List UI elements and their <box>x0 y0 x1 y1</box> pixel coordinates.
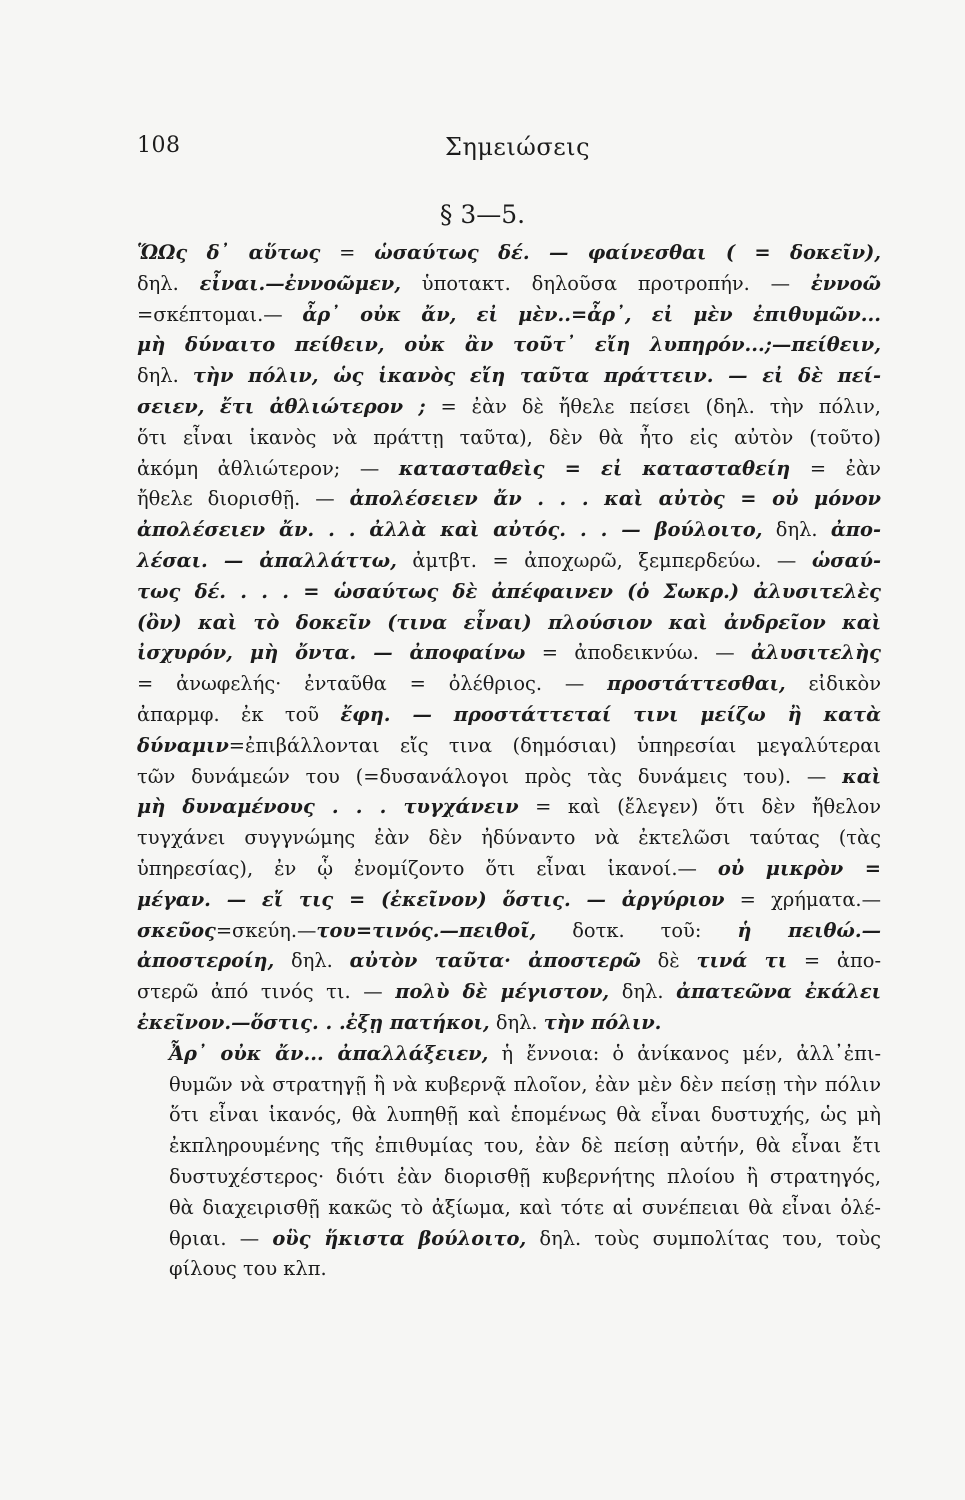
gloss-text: ἀμτβτ. = ἀποχωρῶ, ξεμπερδεύω. — <box>396 548 812 572</box>
gloss-text: ἀπαρμφ. ἐκ τοῦ <box>137 702 341 726</box>
paragraph <box>137 238 881 1039</box>
text-line <box>137 1254 881 1285</box>
gloss-text: ὅτι εἶναι ἱκανὸς νὰ πράττῃ ταῦτα), δὲν θὰ ἦτο εἰς αὐτὸν (τοῦτο) <box>137 425 881 449</box>
gloss-text: δηλ. <box>137 364 193 388</box>
gloss-text: ἤθελε διορισθῇ. — <box>137 487 350 511</box>
gloss-text: =σκέπτομαι.— <box>137 302 303 326</box>
text-line <box>137 392 881 423</box>
lemma-text: τινά τι <box>696 949 788 973</box>
lemma-text: ἐννοῶ <box>810 271 881 295</box>
lemma-text: ἆρ᾽ οὐκ ἄν, εἰ μὲν..=ἆρ᾽, εἰ μὲν ἐπιθυμῶν... <box>302 302 882 326</box>
gloss-text: δηλ. <box>762 518 831 542</box>
text-line <box>137 638 881 669</box>
text-line <box>137 1039 881 1070</box>
gloss-text: δηλ. <box>609 980 677 1004</box>
commentary-body <box>137 238 881 1285</box>
gloss-text: ἀκόμη ἀθλιώτερον; — <box>137 456 399 480</box>
gloss-text: = ἀνωφελής· ἐνταῦθα = ὀλέθριος. — <box>137 672 608 696</box>
lemma-text: Ἆρ᾽ οὐκ ἄν... ἀπαλλάξειεν, <box>169 1041 489 1065</box>
gloss-text: = ἀποδεικνύω. — <box>525 641 751 665</box>
lemma-text: μέγαν. — εἴ τις = (ἐκεῖνον) ὅστις. — ἀργύριον <box>137 887 725 911</box>
text-line <box>137 484 881 515</box>
text-line <box>137 885 881 916</box>
gloss-text: δοτκ. τοῦ: <box>536 918 738 942</box>
text-line <box>137 792 881 823</box>
gloss-text: = ἀπο- <box>787 949 881 973</box>
text-line <box>137 608 881 639</box>
gloss-text: = <box>320 241 375 264</box>
paragraph <box>137 1039 881 1285</box>
text-line <box>137 515 881 546</box>
text-line <box>137 977 881 1008</box>
lemma-text: μὴ δυναμένους . . . τυγχάνειν <box>137 795 519 819</box>
text-line <box>137 1162 881 1193</box>
lemma-text: ἰσχυρόν, μὴ ὄντα. — ἀποφαίνω <box>137 641 526 665</box>
lemma-text: σκεῦος <box>137 918 216 942</box>
gloss-text: = ἐὰν <box>790 456 881 480</box>
gloss-text: θριαι. — <box>169 1226 273 1250</box>
gloss-text: =ἐπιβάλλονται εἴς τινα (δημόσιαι) ὑπηρεσίαι μεγαλύτεραι <box>228 733 881 757</box>
lemma-text: οὓς ἥκιστα βούλοιτο, <box>272 1226 527 1250</box>
text-line <box>137 854 881 885</box>
gloss-text: φίλους του κλπ. <box>169 1257 327 1281</box>
lemma-text: ἡ πειθώ.— <box>737 918 881 942</box>
lemma-text: (ὂν) καὶ τὸ δοκεῖν (τινα εἶναι) πλούσιον καὶ ἀνδρεῖον καὶ <box>137 610 881 634</box>
text-line <box>137 238 881 269</box>
lemma-text: ἀπατεῶνα ἐκάλει <box>676 980 881 1004</box>
lemma-text: εἶναι.—ἐννοῶμεν, <box>199 271 401 295</box>
lemma-text: ἐκεῖνον.—ὅστις. . .ἐξῃ πατήκοι, <box>137 1010 490 1034</box>
lemma-text: ἀπο- <box>830 518 881 542</box>
lemma-text: τως δέ. . . . = ὡσαύτως δὲ ἀπέφαινεν (ὁ Σωκρ.) ἀλυσιτελὲς <box>137 579 881 603</box>
lemma-text: αὐτὸν ταῦτα· ἀποστερῶ <box>349 949 641 973</box>
lemma-text: λέσαι. — ἀπαλλάττω, <box>137 548 397 572</box>
lemma-text: ἀλυσιτελὴς <box>751 641 881 665</box>
lemma-text: προστάττεσθαι, <box>607 672 786 696</box>
text-line <box>137 1224 881 1255</box>
gloss-text: = ἐὰν δὲ ἤθελε πείσει (δηλ. τὴν πόλιν, <box>425 394 881 418</box>
page-number: 108 <box>137 133 181 158</box>
gloss-text: ὑπηρεσίας), ἐν ᾧ ἐνομίζοντο ὅτι εἶναι ἱκανοί.— <box>137 856 718 880</box>
gloss-text: ἐκπληρουμένης τῆς ἐπιθυμίας του, ἐὰν δὲ πείσῃ αὐτήν, θὰ εἶναι ἔτι <box>169 1134 881 1158</box>
gloss-text: εἰδικὸν <box>785 672 881 696</box>
lemma-text: τὴν πόλιν. <box>543 1010 662 1034</box>
lemma-text: οὐ μικρὸν = <box>717 856 881 880</box>
lemma-text: ὭΩς δ᾽ αὕτως <box>137 241 321 264</box>
gloss-text: θυμῶν νὰ στρατηγῇ ἢ νὰ κυβερνᾷ πλοῖον, ἐὰν μὲν δὲν πείσῃ τὴν πόλιν <box>169 1072 881 1096</box>
gloss-text: ἡ ἔννοια: ὁ ἀνίκανος μέν, ἀλλ᾽ἐπι- <box>488 1041 881 1065</box>
gloss-text: δὲ <box>640 949 697 973</box>
gloss-text: δυστυχέστερος· διότι ἐὰν διορισθῇ κυβερνήτης πλοίου ἢ στρατηγός, <box>169 1164 881 1188</box>
text-line <box>137 669 881 700</box>
text-line <box>137 269 881 300</box>
text-line <box>137 423 881 454</box>
lemma-text: καὶ <box>842 764 881 788</box>
text-line <box>137 1008 881 1039</box>
lemma-text: σειεν, ἔτι ἀθλιώτερον ; <box>137 394 426 418</box>
text-line <box>137 700 881 731</box>
gloss-text: = καὶ (ἔλεγεν) ὅτι δὲν ἤθελον <box>518 795 881 819</box>
lemma-text: πολὺ δὲ μέγιστον, <box>395 980 610 1004</box>
section-heading: § 3—5. <box>439 200 526 229</box>
lemma-text: του=τινός.—πειθοῖ, <box>316 918 537 942</box>
text-line <box>137 1070 881 1101</box>
gloss-text: στερῶ ἀπό τινός τι. — <box>137 980 396 1004</box>
gloss-text: = χρήματα.— <box>724 887 881 911</box>
lemma-text: ὡσαύτως δέ. — φαίνεσθαι ( = δοκεῖν), <box>374 241 882 264</box>
gloss-text: δηλ. <box>274 949 350 973</box>
text-line <box>137 330 881 361</box>
text-line <box>137 1131 881 1162</box>
lemma-text: ἀπολέσειεν ἄν. . . ἀλλὰ καὶ αὐτός. . . — βούλοιτο, <box>137 518 763 542</box>
gloss-text: θὰ διαχειρισθῇ κακῶς τὸ ἀξίωμα, καὶ τότε αἱ συνέπειαι θὰ εἶναι ὀλέ- <box>169 1195 881 1219</box>
text-line <box>137 577 881 608</box>
text-line <box>137 731 881 762</box>
lemma-text: κατασταθεὶς = εἰ κατασταθείη <box>398 456 791 480</box>
text-line <box>137 762 881 793</box>
gloss-text: τῶν δυνάμεών του (=δυσανάλογοι πρὸς τὰς δυνάμεις του). — <box>137 764 843 788</box>
gloss-text: ὑποτακτ. δηλοῦσα προτροπήν. — <box>400 271 811 295</box>
lemma-text: μὴ δύναιτο πείθειν, οὐκ ἂν τοῦτ᾽ εἴη λυπηρόν...;—πείθειν, <box>137 333 881 357</box>
lemma-text: ἔφη. — προστάττεταί τινι μείζω ἢ κατὰ <box>340 702 881 726</box>
text-line <box>137 361 881 392</box>
gloss-text: ὅτι εἶναι ἱκανός, θὰ λυπηθῇ καὶ ἑπομένως θὰ εἶναι δυστυχής, ὡς μὴ <box>169 1103 881 1127</box>
running-title: Σημειώσεις <box>444 133 591 161</box>
text-line <box>137 300 881 331</box>
gloss-text: δηλ. τοὺς συμπολίτας του, τοὺς <box>526 1226 881 1250</box>
lemma-text: τὴν πόλιν, ὡς ἱκανὸς εἴη ταῦτα πράττειν. — εἰ δὲ πεί- <box>192 364 881 388</box>
gloss-text: τυγχάνει συγγνώμης ἐὰν δὲν ἠδύναντο νὰ ἐκτελῶσι ταύτας (τὰς <box>137 826 881 850</box>
text-line <box>137 1193 881 1224</box>
lemma-text: ἀποστεροίη, <box>137 949 275 973</box>
text-line <box>137 1100 881 1131</box>
gloss-text: δηλ. <box>137 271 200 295</box>
text-line <box>137 916 881 947</box>
text-line <box>137 546 881 577</box>
lemma-text: ὡσαύ- <box>811 548 881 572</box>
lemma-text: ἀπολέσειεν ἄν . . . καὶ αὐτὸς = οὐ μόνον <box>349 487 881 511</box>
lemma-text: δύναμιν <box>137 733 229 757</box>
text-line <box>137 946 881 977</box>
text-line <box>137 454 881 485</box>
gloss-text: =σκεύη.— <box>215 918 317 942</box>
text-line <box>137 823 881 854</box>
gloss-text: δηλ. <box>489 1010 544 1034</box>
